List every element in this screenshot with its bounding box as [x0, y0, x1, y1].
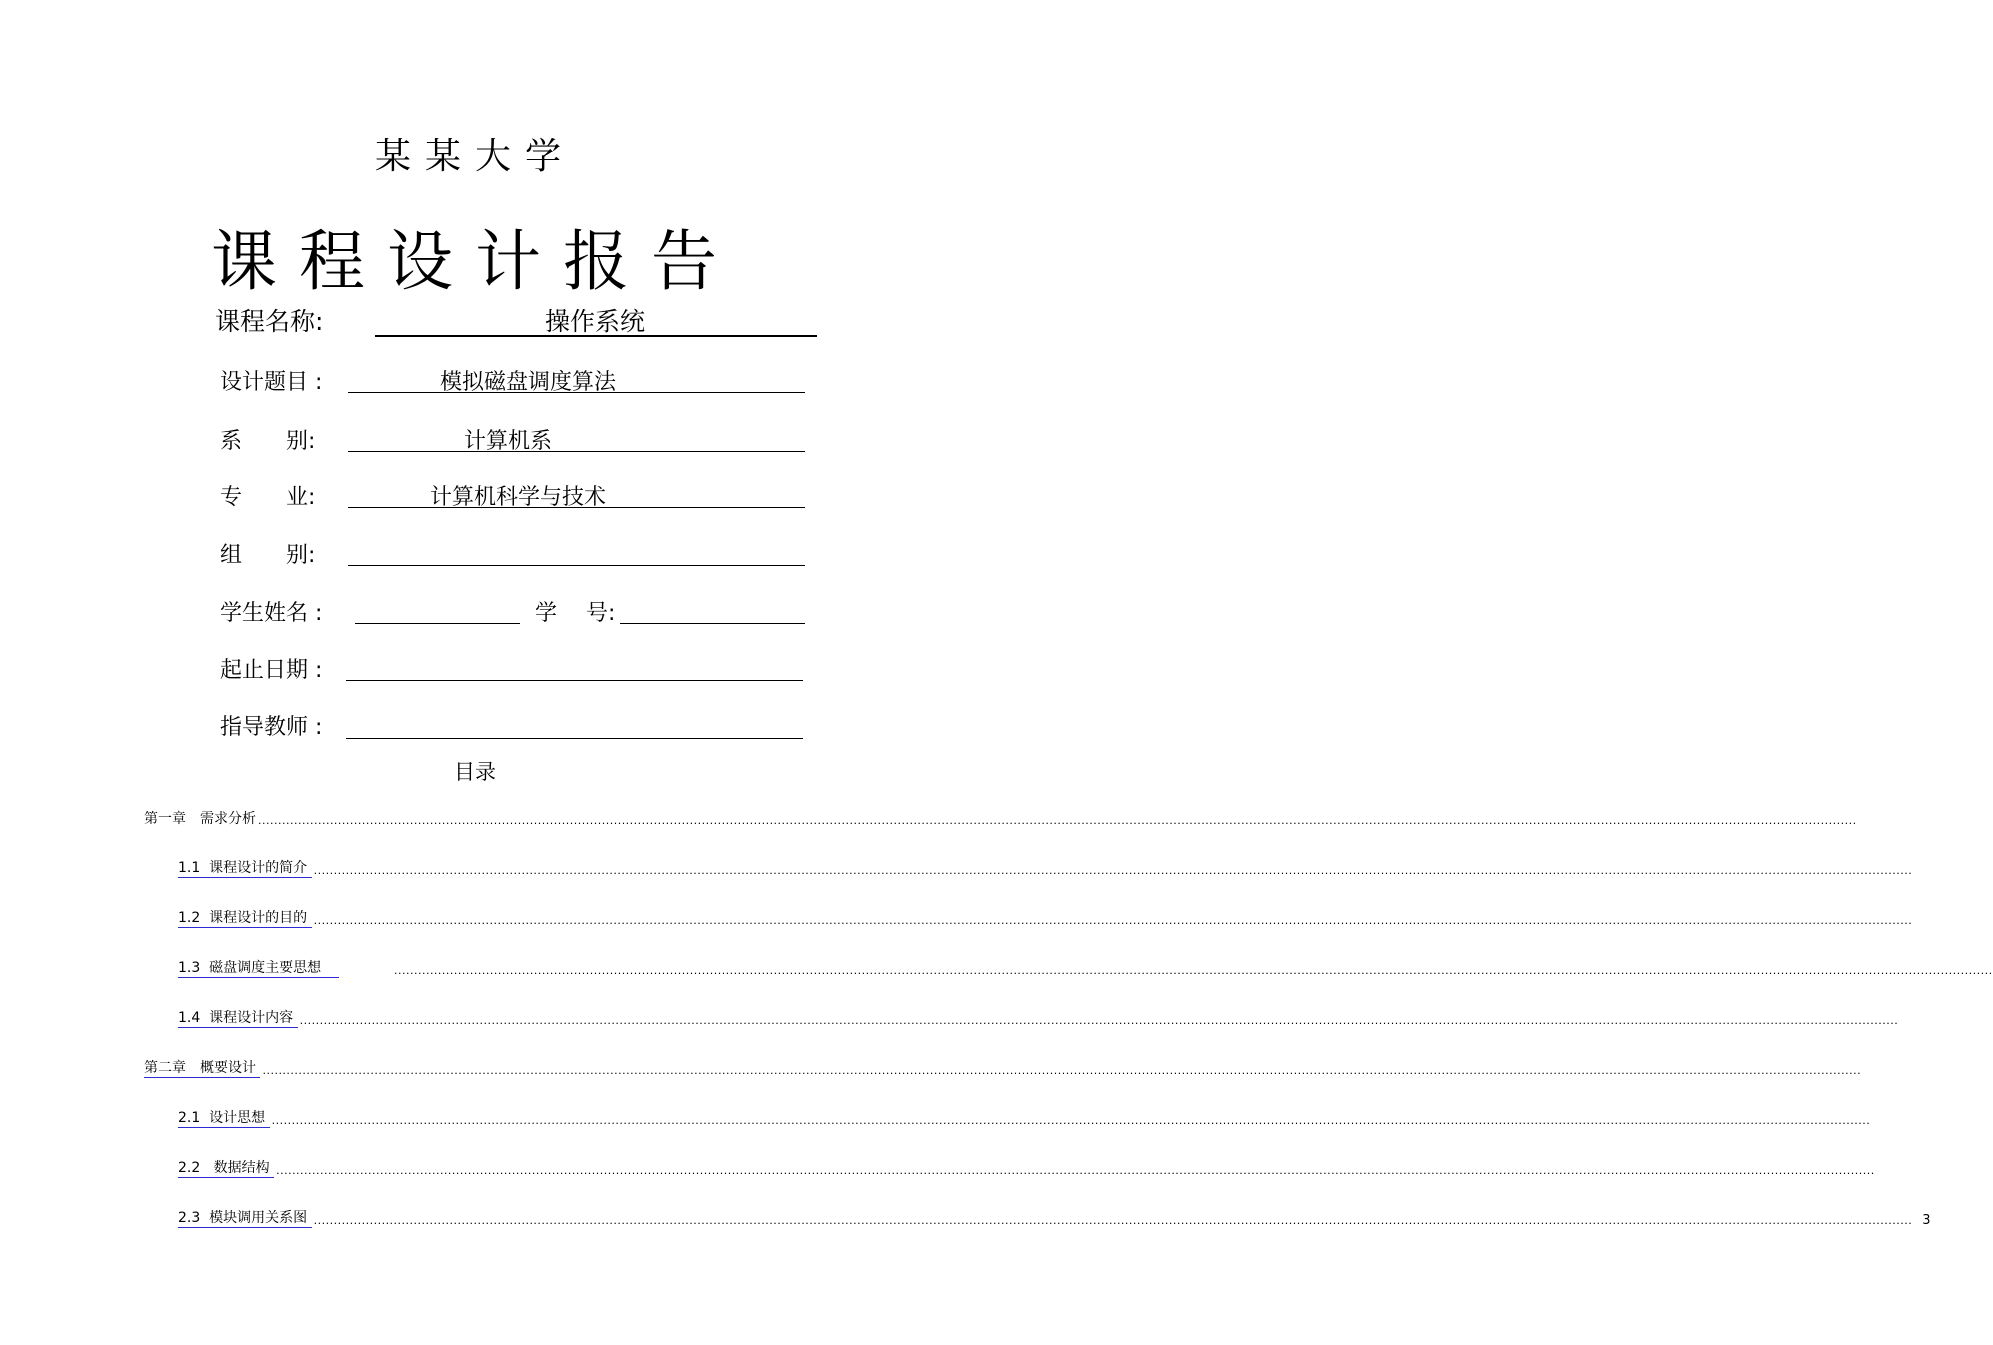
topic-underline: [348, 392, 805, 393]
toc-item-label[interactable]: 1.3 磁盘调度主要思想: [178, 957, 339, 978]
toc-item[interactable]: [178, 1008, 1899, 1028]
toc-item-label[interactable]: 2.2 数据结构: [178, 1157, 274, 1178]
dates-underline: [346, 680, 803, 681]
group-underline: [348, 565, 805, 566]
toc-item[interactable]: [178, 1108, 1871, 1128]
toc-item-label[interactable]: 2.1 设计思想: [178, 1107, 270, 1128]
toc-item-label: 第一章 需求分析: [144, 811, 256, 827]
report-title: 课程设计报告: [211, 223, 739, 300]
toc-item[interactable]: [144, 1058, 1862, 1078]
toc-item[interactable]: [144, 808, 1857, 828]
toc-item[interactable]: [178, 1158, 1875, 1178]
advisor-underline: [346, 738, 803, 739]
toc-item[interactable]: [178, 1208, 1931, 1228]
toc-item-page: 3: [1922, 1213, 1931, 1228]
toc-item[interactable]: [178, 958, 1993, 978]
advisor-label: 指导教师 :: [220, 715, 323, 740]
group-label: 组 别:: [220, 543, 316, 568]
toc-leader-dots: ................................................................................................................................................................................................................................................................................................................................................................................................................: [313, 1214, 1913, 1227]
toc-leader-dots: ................................................................................................................................................................................................................................................................................................................................................................................................................: [313, 864, 1913, 877]
toc-leader-dots: ................................................................................................................................................................................................................................................................................................................................................................................................................: [276, 1164, 1875, 1177]
university-name: 某某大学: [374, 136, 575, 177]
toc-item[interactable]: [178, 908, 1913, 928]
major-underline: [348, 507, 805, 508]
toc-title: 目录: [454, 760, 496, 784]
toc-leader-dots: ................................................................................................................................................................................................................................................................................................................................................................................................................: [262, 1064, 1862, 1077]
topic-value: 模拟磁盘调度算法: [439, 370, 616, 395]
student-id-label: 学 号:: [535, 601, 616, 626]
topic-label: 设计题目 :: [220, 370, 323, 395]
student-name-underline: [355, 623, 520, 624]
department-label: 系 别:: [220, 429, 316, 454]
department-value: 计算机系: [463, 429, 552, 454]
student-name-label: 学生姓名 :: [220, 601, 323, 626]
toc-leader-dots: ................................................................................................................................................................................................................................................................................................................................................................................................................: [313, 914, 1913, 927]
major-value: 计算机科学与技术: [429, 485, 606, 510]
toc-item-label[interactable]: 2.3 模块调用关系图: [178, 1207, 312, 1228]
toc-leader-dots: ................................................................................................................................................................................................................................................................................................................................................................................................................: [258, 814, 1857, 827]
toc-item-label[interactable]: 1.2 课程设计的目的: [178, 907, 312, 928]
toc-item-label[interactable]: 1.1 课程设计的简介: [178, 857, 312, 878]
toc-item-label[interactable]: 第二章 概要设计: [144, 1057, 260, 1078]
toc-item[interactable]: [178, 858, 1913, 878]
toc-item-label[interactable]: 1.4 课程设计内容: [178, 1007, 298, 1028]
course-name-underline: [375, 335, 817, 337]
course-name-label: 课程名称:: [215, 307, 324, 336]
course-name-value: 操作系统: [544, 307, 645, 336]
major-label: 专 业:: [220, 485, 316, 510]
dates-label: 起止日期 :: [220, 658, 323, 683]
student-id-underline: [620, 623, 805, 624]
toc-leader-dots: ................................................................................................................................................................................................................................................................................................................................................................................................................: [299, 1014, 1899, 1027]
toc-leader-dots: ................................................................................................................................................................................................................................................................................................................................................................................................................: [271, 1114, 1871, 1127]
department-underline: [348, 451, 805, 452]
toc-leader-dots: ................................................................................................................................................................................................................................................................................................................................................................................................................: [393, 964, 1993, 977]
